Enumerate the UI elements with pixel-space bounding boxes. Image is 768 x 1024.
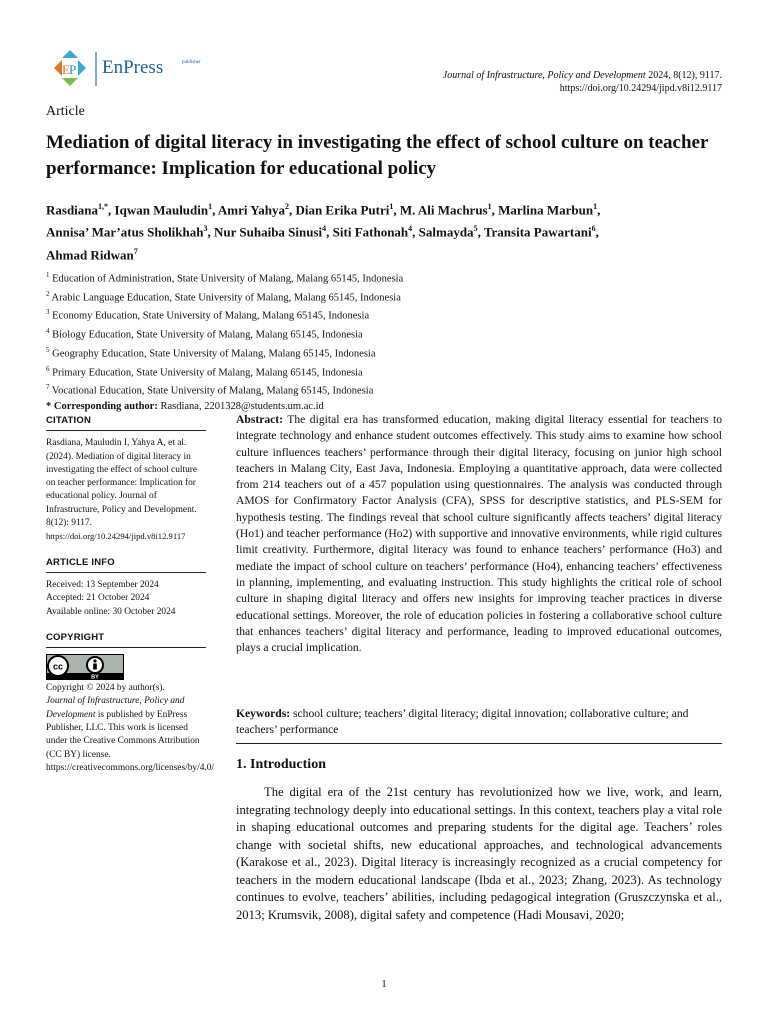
citation-doi[interactable]: https://doi.org/10.24294/jipd.v8i12.9117 (46, 531, 186, 542)
section-divider (236, 743, 722, 744)
author-name: Iqwan Mauludin (114, 202, 209, 218)
abstract-text: The digital era has transformed education, making digital literacy essential for teachers to integrate technology and enhance student outcomes effectively. This study aims to examine how school culture influences teachers’ performance through their digital literacy, focusing on junior high school teachers in Malang City, East Java, Indonesia. Employing a quantitative approach, data were collected from 214 teachers out of a 457 population using questionnaires. The analysis was conducted through AMOS for Confirmatory Factor Analysis (CFA), SPSS for descriptive statistics, and PLS-SEM for hypothesis testing. The findings reveal that school culture significantly affects teachers’ digital literacy (Ho1) and teacher performance (Ho2) with supportive and innovative environments, while rigid cultures limit creativity. Furthermore, digital literacy was found to enhance teachers’ performance (Ho3) and mediate the impact of school culture on teachers’ performance (Ho4), enhancing teachers’ effectiveness in planning, implementing, and evaluating instruction. This study highlights the critical role of school culture in shaping digital literacy and offers new insights for improving teacher practices in diverse educational settings. Moreover, the role of education policies in fostering a collaborative school culture that enhances teachers’ digital literacy and performance, leading to improved educational outcomes, plays a crucial implication. (236, 413, 722, 655)
svg-text:E: E (62, 62, 70, 77)
sidebar-info (46, 414, 215, 787)
author-affiliation-mark: 1 (389, 202, 394, 211)
affiliation-text: Primary Education, State University of Malang, Malang 65145, Indonesia (49, 367, 363, 379)
received-date: Received: 13 September 2024 (46, 579, 159, 590)
author-separator: , (595, 224, 599, 240)
logo-text: EnPress (102, 57, 164, 78)
affiliation-number: 2 (46, 289, 50, 298)
paper-title: Mediation of digital literacy in investigating the effect of school culture on teacher performance: Implication for educational policy (46, 132, 709, 179)
introduction-paragraph: The digital era of the 21st century has revolutionized how we live, work, and learn, integrating technology deeply into educational settings. In this context, teachers play a vital role in shaping educational outcomes and preparing students for the digital age. Teachers’ roles change with societal shifts, new educational approaches, and technological advancements (Karakose et al., 2023). Digital literacy is increasingly recognized as a crucial competency for teachers in the modern educational landscape (Ibda et al., 2023; Zhang, 2023). As technology continues to evolve, teachers’ abilities, including pedagogical integration (Gruszczynska et al., 2013; Krumsvik, 2008), digital safety and competence (Hadi Mousavi, 2020; (236, 785, 722, 922)
affiliation-item (46, 380, 726, 399)
accepted-date: Accepted: 21 October 2024 (46, 593, 150, 604)
article-info-block (46, 556, 206, 619)
article-type: Article (46, 104, 85, 119)
cc-badge-text: BY (91, 674, 99, 681)
author-affiliation-mark: 1 (487, 202, 492, 211)
author-separator: , (326, 224, 333, 240)
author-affiliation-mark: 2 (284, 202, 289, 211)
author-separator: , (477, 224, 484, 240)
keywords-text: school culture; teachers’ digital literacy; digital innovation; collaborative culture; and teachers’ performance (236, 707, 689, 737)
affiliations (46, 268, 726, 414)
affiliation-number: 5 (46, 345, 50, 354)
affiliation-text: Education of Administration, State University of Malang, Malang 65145, Indonesia (49, 273, 404, 285)
citation-text: Rasdiana, Mauludin I, Yahya A, et al. (2024). Mediation of digital literacy in investigating the effect of school culture on teacher performance: Implication for educational policy. Journal of Infrastructure, Policy and Development. 8(12): 9117. (46, 438, 198, 529)
article-info-heading: ARTICLE INFO (46, 556, 206, 573)
affiliation-item (46, 343, 726, 362)
keywords-label: Keywords: (236, 707, 291, 720)
affiliation-item (46, 362, 726, 381)
license-url[interactable]: https://creativecommons.org/licenses/by/4.0/ (46, 762, 215, 773)
affiliation-number: 1 (46, 271, 50, 279)
author-name: Dian Erika Putri (295, 202, 390, 218)
copyright-rest: is published by EnPress Publisher, LLC. This work is licensed under the Creative Commons Attribution (CC BY) license. (46, 709, 200, 760)
affiliation-number: 6 (46, 364, 50, 373)
affiliation-item (46, 268, 726, 287)
copyright-line: Copyright © 2024 by author(s). (46, 683, 165, 694)
publisher-logo (48, 46, 218, 92)
author-affiliation-mark: 4 (322, 224, 327, 234)
citation-heading: CITATION (46, 414, 206, 431)
author-separator: , (108, 202, 115, 218)
journal-name: Journal of Infrastructure, Policy and Development (442, 70, 646, 81)
author-name: Nur Suhaiba Sinusi (213, 224, 323, 240)
author-separator: , (491, 202, 499, 218)
affiliation-text: Arabic Language Education, State University of Malang, Malang 65145, Indonesia (49, 292, 401, 304)
citation-block (46, 414, 206, 544)
affiliation-number: 4 (46, 327, 50, 336)
author-list (46, 197, 726, 264)
copyright-text (46, 695, 206, 761)
svg-text:cc: cc (52, 661, 64, 672)
author-name: Transita Pawartani (483, 224, 592, 240)
affiliation-item (46, 287, 726, 306)
author-affiliation-mark: 1,* (98, 202, 109, 211)
cc-by-license-icon[interactable] (46, 654, 124, 680)
page-number: 1 (381, 978, 387, 990)
online-date: Available online: 30 October 2024 (46, 606, 176, 617)
affiliation-text: Geography Education, State University of Malang, Malang 65145, Indonesia (49, 348, 376, 360)
author-affiliation-mark: 6 (591, 224, 596, 234)
author-separator: , (393, 202, 400, 218)
journal-reference (443, 69, 722, 95)
abstract (236, 412, 722, 656)
author-separator: , (412, 224, 419, 240)
author-separator: , (597, 202, 601, 218)
affiliation-text: Biology Education, State University of Malang, Malang 65145, Indonesia (49, 329, 363, 341)
author-name: Amri Yahya (217, 202, 285, 218)
author-name: Marlina Marbun (498, 202, 594, 218)
author-name: M. Ali Machrus (399, 202, 488, 218)
author-separator: , (288, 202, 296, 218)
svg-text:P: P (69, 62, 77, 77)
doi-link[interactable]: https://doi.org/10.24294/jipd.v8i12.9117 (559, 83, 722, 94)
abstract-label: Abstract: (236, 413, 284, 426)
author-name: Salmayda (418, 224, 474, 240)
copyright-heading: COPYRIGHT (46, 631, 206, 648)
corresponding-label: * Corresponding author: (46, 400, 158, 412)
author-affiliation-mark: 5 (473, 224, 478, 234)
logo-small-text: publisher (182, 60, 201, 65)
author-affiliation-mark: 3 (203, 224, 208, 234)
affiliation-number: 7 (46, 383, 50, 392)
introduction-heading: 1. Introduction (236, 757, 326, 772)
copyright-block (46, 631, 215, 775)
author-name: Siti Fathonah (332, 224, 409, 240)
copyright-journal: Journal of Infrastructure, Policy and Development (46, 696, 185, 720)
keywords (236, 706, 722, 739)
author-affiliation-mark: 4 (408, 224, 413, 234)
author-affiliation-mark: 7 (133, 246, 138, 256)
corresponding-text: Rasdiana, 2201328@students.um.ac.id (157, 400, 324, 412)
affiliation-text: Economy Education, State University of Malang, Malang 65145, Indonesia (49, 310, 370, 322)
author-name: Ahmad Ridwan (46, 246, 134, 262)
journal-cite: 2024, 8(12), 9117. (645, 70, 722, 81)
author-name: Rasdiana (46, 202, 99, 218)
author-separator: , (207, 224, 214, 240)
affiliation-item (46, 324, 726, 343)
affiliation-text: Vocational Education, State University of Malang, Malang 65145, Indonesia (49, 385, 374, 397)
author-name: Annisa’ Mar’atus Sholikhah (46, 224, 204, 240)
affiliation-item (46, 305, 726, 324)
affiliation-number: 3 (46, 308, 50, 317)
author-affiliation-mark: 1 (208, 202, 213, 211)
author-affiliation-mark: 1 (593, 202, 598, 211)
author-separator: , (212, 202, 218, 218)
